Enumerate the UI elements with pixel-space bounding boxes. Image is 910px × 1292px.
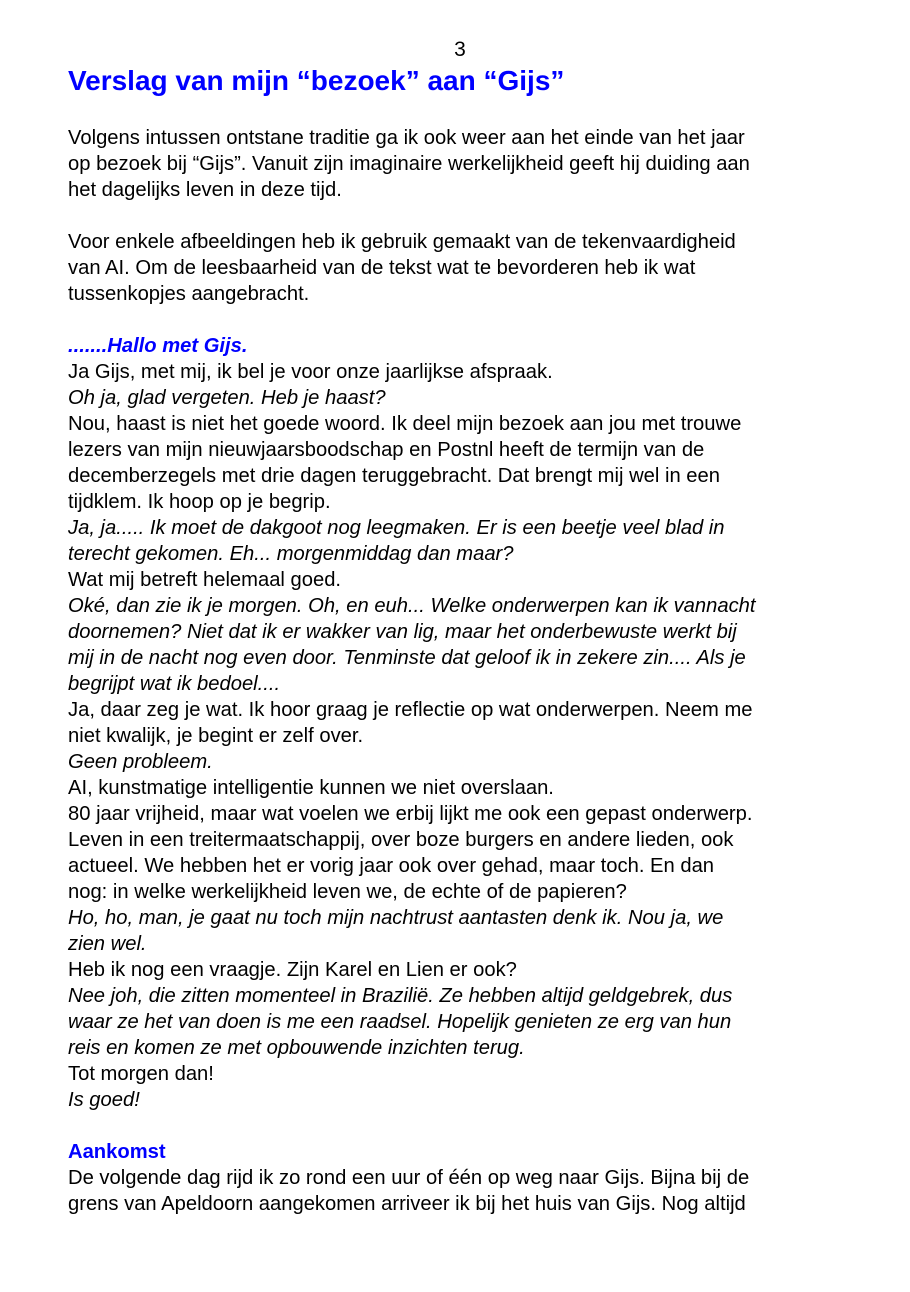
page-title: Verslag van mijn “bezoek” aan “Gijs” <box>68 65 565 96</box>
dialogue-line-author: AI, kunstmatige intelligentie kunnen we niet overslaan. <box>68 777 554 799</box>
section-aankomst <box>68 1139 868 1217</box>
dialogue-line-author: Tot morgen dan! <box>68 1063 214 1085</box>
dialogue-line-author: actueel. We hebben het er vorig jaar ook over gehad, maar toch. En dan <box>68 855 715 877</box>
dialogue-line-gijs: waar ze het van doen is me een raadsel. Hopelijk genieten ze erg van hun <box>68 1011 732 1033</box>
dialogue-line-gijs: Nee joh, die zitten momenteel in Brazilië. Ze hebben altijd geldgebrek, dus <box>68 985 733 1007</box>
dialogue-line-author: Leven in een treitermaatschappij, over boze burgers en andere lieden, ook <box>68 829 734 851</box>
dialogue-line-gijs: zien wel. <box>68 933 147 955</box>
dialogue-line-gijs: Oké, dan zie ik je morgen. Oh, en euh... Welke onderwerpen kan ik vannacht <box>68 595 756 617</box>
document-body <box>68 125 868 1217</box>
dialogue-line-author: Ja Gijs, met mij, ik bel je voor onze jaarlijkse afspraak. <box>68 361 553 383</box>
dialogue-line-gijs: Ho, ho, man, je gaat nu toch mijn nachtrust aantasten denk ik. Nou ja, we <box>68 907 724 929</box>
dialogue-line-author: Heb ik nog een vraagje. Zijn Karel en Lien er ook? <box>68 959 517 981</box>
paragraph-spacer <box>68 203 868 229</box>
section-heading: .......Hallo met Gijs. <box>68 335 248 357</box>
dialogue-line-author: decemberzegels met drie dagen teruggebracht. Dat brengt mij wel in een <box>68 465 720 487</box>
dialogue-line-gijs: Geen probleem. <box>68 751 213 773</box>
dialogue-line-gijs: terecht gekomen. Eh... morgenmiddag dan maar? <box>68 543 514 565</box>
paragraph-line: op bezoek bij “Gijs”. Vanuit zijn imaginaire werkelijkheid geeft hij duiding aan <box>68 153 750 175</box>
paragraph-line: van AI. Om de leesbaarheid van de tekst wat te bevorderen heb ik wat <box>68 257 696 279</box>
dialogue-line-gijs: Oh ja, glad vergeten. Heb je haast? <box>68 387 386 409</box>
dialogue-line-gijs: reis en komen ze met opbouwende inzichten terug. <box>68 1037 525 1059</box>
dialogue-line-gijs: Is goed! <box>68 1089 140 1111</box>
dialogue-line-author: 80 jaar vrijheid, maar wat voelen we erbij lijkt me ook een gepast onderwerp. <box>68 803 753 825</box>
paragraph-spacer <box>68 1113 868 1139</box>
intro-paragraph-2 <box>68 229 868 307</box>
page-number: 3 <box>454 38 466 61</box>
dialogue-line-gijs: doornemen? Niet dat ik er wakker van lig, maar het onderbewuste werkt bij <box>68 621 737 643</box>
paragraph-line: grens van Apeldoorn aangekomen arriveer ik bij het huis van Gijs. Nog altijd <box>68 1193 746 1215</box>
paragraph-line: De volgende dag rijd ik zo rond een uur of één op weg naar Gijs. Bijna bij de <box>68 1167 750 1189</box>
intro-paragraph-1 <box>68 125 868 203</box>
dialogue-line-gijs: mij in de nacht nog even door. Tenminste dat geloof ik in zekere zin.... Als je <box>68 647 746 669</box>
paragraph-line: tussenkopjes aangebracht. <box>68 283 310 305</box>
dialogue-line-author: tijdklem. Ik hoop op je begrip. <box>68 491 331 513</box>
section-hallo-met-gijs <box>68 333 868 1113</box>
dialogue-line-author: Wat mij betreft helemaal goed. <box>68 569 342 591</box>
paragraph-line: het dagelijks leven in deze tijd. <box>68 179 342 201</box>
dialogue <box>68 359 868 1113</box>
paragraph-spacer <box>68 307 868 333</box>
dialogue-line-author: lezers van mijn nieuwjaarsboodschap en Postnl heeft de termijn van de <box>68 439 705 461</box>
dialogue-line-gijs: begrijpt wat ik bedoel.... <box>68 673 281 695</box>
paragraph-line: Voor enkele afbeeldingen heb ik gebruik gemaakt van de tekenvaardigheid <box>68 231 736 253</box>
dialogue-line-gijs: Ja, ja..... Ik moet de dakgoot nog leegmaken. Er is een beetje veel blad in <box>68 517 725 539</box>
dialogue-line-author: nog: in welke werkelijkheid leven we, de echte of de papieren? <box>68 881 627 903</box>
dialogue-line-author: Ja, daar zeg je wat. Ik hoor graag je reflectie op wat onderwerpen. Neem me <box>68 699 753 721</box>
dialogue-line-author: niet kwalijk, je begint er zelf over. <box>68 725 364 747</box>
paragraph-line: Volgens intussen ontstane traditie ga ik ook weer aan het einde van het jaar <box>68 127 745 149</box>
dialogue-line-author: Nou, haast is niet het goede woord. Ik deel mijn bezoek aan jou met trouwe <box>68 413 742 435</box>
section-heading: Aankomst <box>68 1141 166 1163</box>
